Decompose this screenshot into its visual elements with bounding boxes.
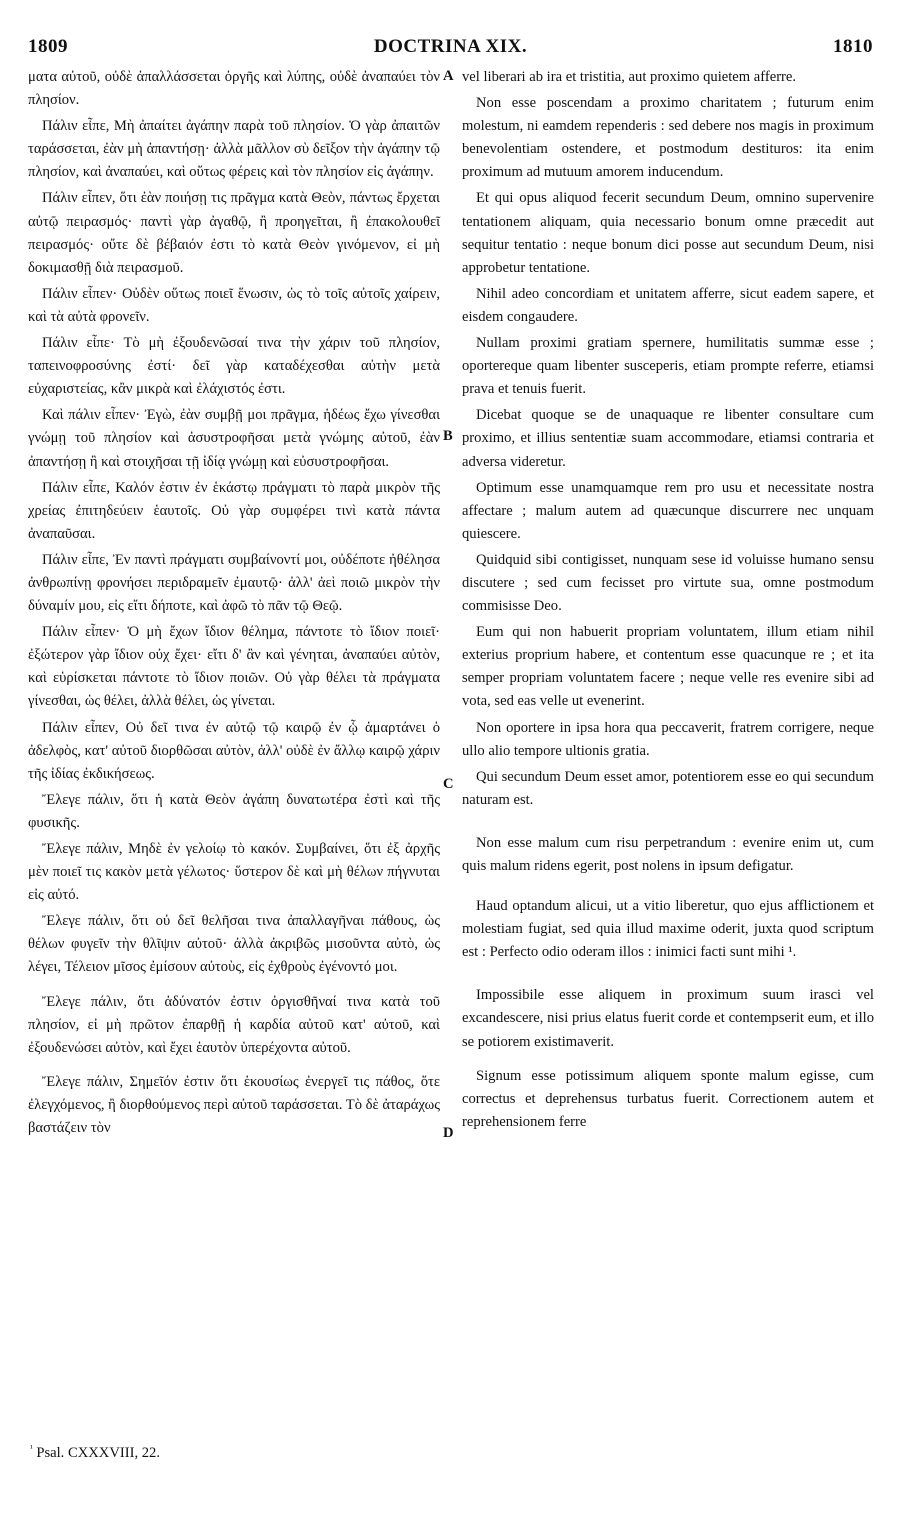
latin-paragraph: Nihil adeo concordiam et unitatem afferre, sicut eadem sapere, et eisdem congaudere. — [462, 285, 874, 325]
greek-column — [28, 66, 440, 1143]
latin-paragraph: Eum qui non habuerit propriam voluntatem, illum etiam nihil exterius proprium habere, et contentum esse quacunque re ; et ita semper propriam voluntatem facere ; neque velle res evenire sibi ad vota, sed eas velle ut evenerint. — [462, 624, 874, 710]
right-page-number: 1810 — [833, 36, 873, 57]
latin-paragraph: vel liberari ab ira et tristitia, aut proximo quietem afferre. — [462, 69, 797, 85]
left-page-number: 1809 — [28, 36, 68, 57]
latin-paragraph: Signum esse potissimum aliquem sponte malum egisse, cum correctus et deprehensus turbatus fuerit. Correctionem autem et reprehensionem ferre — [462, 1067, 874, 1130]
margin-letter-c: C — [443, 776, 454, 792]
footnote-mark: ¹ — [30, 1443, 33, 1453]
greek-paragraph: ματα αὐτοῦ, οὐδὲ ἀπαλλάσσεται ὀργῆς καὶ λύπης, οὐδὲ ἀναπαύει τὸν πλησίον. — [28, 69, 440, 109]
latin-paragraph: Non esse poscendam a proximo charitatem ; futurum enim molestum, ni eamdem rependeris : sed debere nos magis in proximum benevolentiam ostendere, et postmodum destituros: ita enim proximum ad mutuum amorem inducendum. — [462, 95, 874, 181]
latin-paragraph: Optimum esse unamquamque rem pro usu et necessitate nostra affectare ; malum autem ad quæcunque discurrere nec unquam quiescere. — [462, 479, 874, 542]
greek-paragraph: Πάλιν εἶπεν, ὅτι ἐὰν ποιήσῃ τις πρᾶγμα κατὰ Θεὸν, πάντως ἔρχεται αὐτῷ πειρασμός· παντὶ γὰρ ἀγαθῷ, ἢ προηγεῖται, ἢ ἐπακολουθεῖ πειρασμός· οὔτε δὲ βέβαιόν ἐστι τὸ κατὰ Θεὸν γινόμενον, εἰ μὴ δοκιμασθῇ διὰ πειρασμοῦ. — [28, 190, 440, 276]
latin-paragraph: Haud optandum alicui, ut a vitio liberetur, quo ejus afflictionem et molestiam fugiat, sed quia illud maxime oderit, juxta quod scriptum est : Perfecto odio oderam illos : inimici facti sunt mihi ¹. — [462, 898, 874, 961]
margin-letter-d: D — [443, 1125, 454, 1141]
greek-paragraph: Ἔλεγε πάλιν, Σημεῖόν ἐστιν ὅτι ἑκουσίως ἐνεργεῖ τις πάθος, ὅτε ἐλεγχόμενος, ἢ διορθούμενος περὶ αὐτοῦ ταράσσεται. Τὸ δὲ ἀταράχως βαστάζειν τὸν — [28, 1073, 440, 1137]
greek-paragraph: Ἔλεγε πάλιν, ὅτι οὐ δεῖ θελῆσαι τινα ἀπαλλαγῆναι πάθους, ὡς θέλων φυγεῖν τὴν θλῖψιν αὐτοῦ· ἀλλὰ ἀκριβῶς μισοῦντα αὐτὸ, ὡς λέγει, Τέλειον μῖσος ἐμίσουν αὐτοὺς, εἰς ἐχθροὺς ἐγένοντό μοι. — [28, 913, 440, 976]
greek-paragraph: Πάλιν εἶπεν· Ὁ μὴ ἔχων ἴδιον θέλημα, πάντοτε τὸ ἴδιον ποιεῖ· ἐξώτερον γὰρ ἴδιον οὐχ ἔχει· εἴτι δ' ἂν καὶ γένηται, ἀναπαύει αὐτὸν, καὶ εὑρίσκεται πάντοτε τὸ ἴδιον ποιῶν. Οὐ γὰρ θέλει τὰ πράγματα γίνεσθαι, ὡς θέλει, ἀλλὰ θέλει, ὡς γίνεται. — [28, 624, 440, 710]
greek-paragraph: Πάλιν εἶπε· Τὸ μὴ ἐξουδενῶσαί τινα τὴν χάριν τοῦ πλησίον, ταπεινοφροσύνης ἐστί· δεῖ γὰρ καταδέχεσθαι αὐτὴν μετὰ εὐχαριστείας, κἂν μικρὰ καὶ ἐλάχιστός ἐστι. — [28, 335, 440, 398]
greek-paragraph: Καὶ πάλιν εἶπεν· Ἐγὼ, ἐὰν συμβῇ μοι πρᾶγμα, ἡδέως ἔχω γίνεσθαι γνώμῃ τοῦ πλησίον καὶ ἀσυστροφῆσαι μετὰ γνώμης αὐτοῦ, ἐὰν ἀπαντήσῃ ἢ καὶ στοιχῆσαι τῇ ἰδίᾳ γνώμῃ καὶ εὐσυστροφῆσαι. — [28, 407, 440, 470]
latin-column — [462, 66, 874, 1137]
greek-paragraph: Πάλιν εἶπεν· Οὐδὲν οὕτως ποιεῖ ἕνωσιν, ὡς τὸ τοῖς αὐτοῖς χαίρειν, καὶ τὰ αὐτὰ φρονεῖν. — [28, 285, 440, 325]
latin-paragraph: Quidquid sibi contigisset, nunquam sese id voluisse humano sensu discutere ; sed cum fecisset pro virtute sua, omne postmodum commisisse Deo. — [462, 551, 874, 615]
latin-paragraph: Qui secundum Deum esset amor, potentiorem esse eo qui secundum naturam est. — [462, 768, 874, 808]
margin-letter-b: B — [443, 428, 453, 444]
footnote — [30, 1443, 160, 1462]
footnote-text: Psal. CXXXVIII, 22. — [36, 1444, 160, 1461]
latin-paragraph: Non oportere in ipsa hora qua peccaverit, fratrem corrigere, neque ullo alio tempore ultionis gratia. — [462, 719, 874, 759]
latin-paragraph: Dicebat quoque se de unaquaque re libenter consultare cum proximo, et illius sententiæ suam accommodare, etiamsi contraria et adversa videretur. — [462, 407, 874, 470]
greek-paragraph: Ἔλεγε πάλιν, ὅτι ἀδύνατόν ἐστιν ὀργισθῆναί τινα κατὰ τοῦ πλησίον, εἰ μὴ πρῶτον ἐπαρθῇ ἡ καρδία αὐτοῦ κατ' αὐτοῦ, καὶ ἐξουδενώσει αὐτὸν, καὶ ἔχει ἑαυτὸν ὑπερέχοντα αὐτοῦ. — [28, 993, 440, 1056]
greek-paragraph: Πάλιν εἶπε, Μὴ ἀπαίτει ἀγάπην παρὰ τοῦ πλησίον. Ὁ γὰρ ἀπαιτῶν ταράσσεται, ἐὰν μὴ ἀπαντήσῃ· ἀλλὰ μᾶλλον σὺ δεῖξον τὴν ἀγάπην τῷ πλησίον, καὶ ἀναπαύει, καὶ οὕτως φέρεις καὶ τὸν πλησίον εἰς ἀγάπην. — [28, 118, 440, 181]
latin-paragraph: Non esse malum cum risu perpetrandum : evenire enim ut, cum quis malum ridens egerit, post nolens in ipsum defigatur. — [462, 834, 874, 874]
latin-paragraph: Impossibile esse aliquem in proximum suum irasci vel excandescere, nisi prius elatus fuerit corde et contempserit eum, et illo se potiorem existimaverit. — [462, 987, 874, 1050]
greek-paragraph: Πάλιν εἶπεν, Οὐ δεῖ τινα ἐν αὐτῷ τῷ καιρῷ ἐν ᾧ ἁμαρτάνει ὁ ἀδελφὸς, κατ' αὐτοῦ διορθῶσαι αὐτὸν, ἀλλ' οὐδὲ ἐν ἄλλῳ καιρῷ χάριν τῆς ἰδίας ἐκδικήσεως. — [28, 719, 440, 782]
running-title: DOCTRINA XIX. — [373, 36, 528, 57]
greek-paragraph: Ἔλεγε πάλιν, ὅτι ἡ κατὰ Θεὸν ἀγάπη δυνατωτέρα ἐστὶ καὶ τῆς φυσικῆς. — [28, 791, 440, 831]
latin-paragraph: Et qui opus aliquod fecerit secundum Deum, omnino supervenire tentationem aliquam, quia necessario bonum omne præcedit aut sequitur tentatio : neque bonum dici posse aut secundum Deum, nisi approbetur tentatione. — [462, 190, 874, 276]
margin-letters — [440, 0, 460, 1540]
greek-paragraph: Πάλιν εἶπε, Καλόν ἐστιν ἐν ἑκάστῳ πράγματι τὸ παρὰ μικρὸν τῆς χρείας ἐπιτηδεύειν ἑαυτοῖς. Οὐ γὰρ συμφέρει τινὶ κατὰ πάντα ἀναπαῦσαι. — [28, 479, 440, 542]
greek-paragraph: Ἔλεγε πάλιν, Μηδὲ ἐν γελοίῳ τὸ κακόν. Συμβαίνει, ὅτι ἐξ ἀρχῆς μὲν ποιεῖ τις κακὸν μετὰ γέλωτος· ὕστερον δὲ καὶ μὴ θέλων πήγνυται εἰς αὐτό. — [28, 841, 440, 904]
greek-paragraph: Πάλιν εἶπε, Ἐν παντὶ πράγματι συμβαίνοντί μοι, οὐδέποτε ἠθέλησα ἀνθρωπίνῃ φρονήσει περιδραμεῖν ἐμαυτῷ· ἀλλ' ἀεὶ ποιῶ μικρὸν τὴν δύναμίν μου, εἰς εἴτι δήποτε, καὶ ἀφῶ τὸ πᾶν τῷ Θεῷ. — [28, 551, 440, 615]
margin-letter-a: A — [443, 68, 454, 84]
latin-paragraph: Nullam proximi gratiam spernere, humilitatis summæ esse ; oportereque quam libenter susceperis, etiam prompte referre, etiamsi prava et tenuis fuerit. — [462, 335, 874, 398]
